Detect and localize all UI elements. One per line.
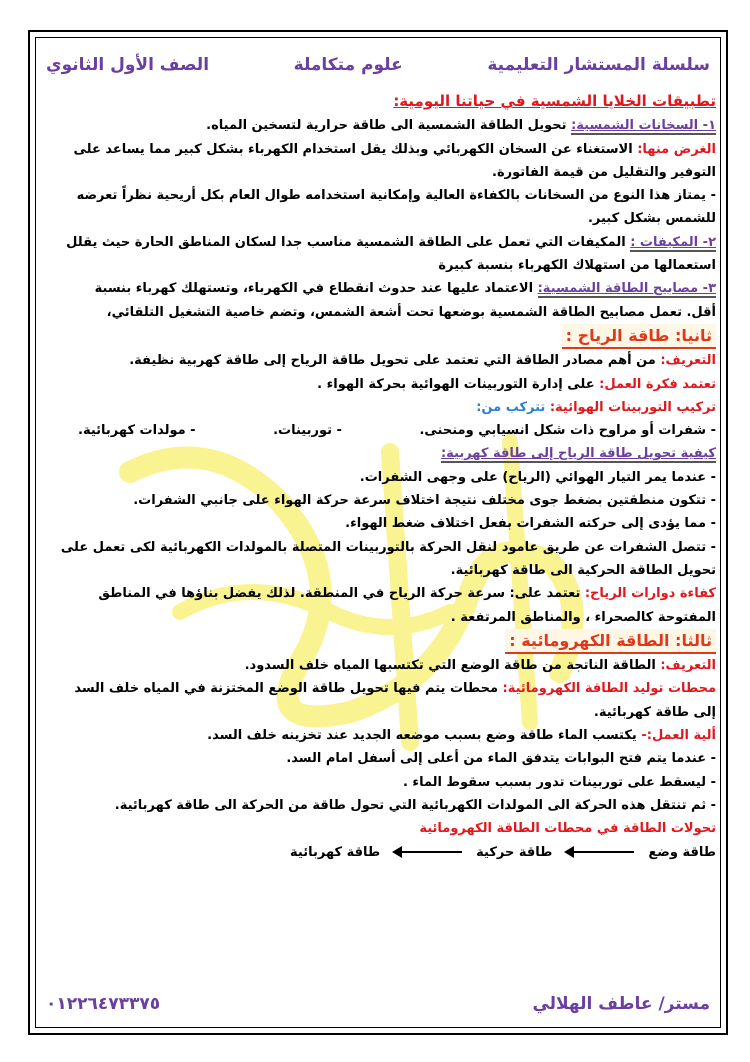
- wind-step-4b: تحويل الطاقة الحركية الى طاقة كهربائية.: [450, 562, 716, 578]
- wind-step-4a: - تتصل الشفرات عن طريق عامود لنقل الحركة بالتوربينات المتصلة بالمولدات الكهربائية لكى تعمل على: [60, 539, 716, 555]
- footer: [46, 989, 710, 1019]
- grade-name: الصف الأول الثانوي: [46, 55, 210, 75]
- energy-chain: [38, 841, 716, 864]
- series-name: سلسلة المستشار التعليمية: [487, 55, 710, 75]
- hydro-def-label: التعريف:: [660, 658, 716, 674]
- page-title: تطبيقات الخلايا الشمسية في حياتنا اليومية:: [393, 92, 716, 110]
- arrow-left-icon: [566, 851, 634, 853]
- ac-text-1: المكيفات التي تعمل على الطاقة الشمسية مناسب جدا لسكان المناطق الحارة حيث يقلل: [66, 234, 631, 250]
- purpose-text-2: التوفير والتقليل من قيمة الفاتورة.: [492, 164, 716, 180]
- solar-heaters-label: ١- السخانات الشمسية:: [571, 118, 716, 134]
- ac-text-2: استعمالها من استهلاك الكهرباء بنسبة كبيرة: [438, 258, 716, 274]
- teacher-name: مستر/ عاطف الهلالي: [532, 994, 710, 1014]
- chain-step-2: طاقة حركية: [476, 844, 553, 860]
- lamps-label: ٣- مصابيح الطاقة الشمسية:: [537, 281, 716, 297]
- hydro-mech-2: - عندما يتم فتح البوابات يتدفق الماء من أعلى إلى أسفل امام السد.: [286, 751, 716, 767]
- lamps-text-2: أقل. تعمل مصابيح الطاقة الشمسية بوضعها تحت أشعة الشمس، وتضم خاصية التشغيل التلقائي،: [106, 304, 716, 320]
- wind-section-title: ثانيا: طاقة الرياح :: [562, 324, 716, 349]
- wind-def-text: من أهم مصادر الطاقة التي تعتمد على تحويل طاقة الرياح إلى طاقة كهربية نظيفة.: [129, 353, 661, 369]
- wind-def-label: التعريف:: [660, 353, 716, 369]
- hydro-mech-label: ألية العمل:-: [641, 728, 716, 744]
- hydro-mech-1: يكتسب الماء طاقة وضع بسبب موضعه الجديد عند تخزينه خلف السد.: [207, 728, 642, 744]
- wind-idea-text: على إدارة التوربينات الهوائية بحركة الهواء .: [317, 376, 600, 392]
- hydro-mech-4: - ثم تنتقل هذه الحركة الى المولدات الكهربائية التي تحول طاقة من الحركة الى طاقة كهربائية.: [114, 797, 716, 813]
- solar-heaters-text: تحويل الطاقة الشمسية الى طاقة حرارية لتسخين المياه.: [206, 118, 572, 134]
- content: [38, 90, 716, 864]
- turbine-parts: [38, 419, 716, 442]
- wind-howto-label: كيفية تحويل طاقة الرياح إلى طاقة كهربية:: [440, 446, 716, 462]
- turbine-part-1: - شفرات أو مراوح ذات شكل انسيابي ومنحنى.: [419, 423, 716, 439]
- ac-label: ٢- المكيفات :: [630, 234, 716, 250]
- wind-step-3: - مما يؤدى إلى حركته الشفرات بفعل اختلاف ضغط الهواء.: [345, 516, 716, 532]
- wind-structure-sub: تتركب من:: [476, 399, 550, 415]
- hydro-transform-label: تحولات الطاقة في محطات الطاقة الكهرومائية: [419, 821, 716, 837]
- purpose-label: الغرض منها:: [637, 141, 716, 157]
- hydro-section-title: ثالثا: الطاقة الكهرومائية :: [505, 629, 716, 654]
- purpose-text-1: الاستغناء عن السخان الكهربائي وبذلك يقل استخدام الكهرباء بشكل كبير مما يساعد على: [73, 141, 638, 157]
- wind-eff-text-1: تعتمد على: سرعة حركة الرياح في المنطقة. لذلك يفضل بناؤها في المناطق: [98, 586, 585, 602]
- wind-structure-label: تركيب التوربينات الهوائية:: [549, 399, 716, 415]
- wind-eff-text-2: المفتوحة كالصحراء ، والمناطق المرتفعة .: [450, 609, 716, 625]
- wind-step-2: - تتكون منطقتين بضغط جوى مختلف نتيجة اختلاف سرعة حركة الهواء على جانبي الشفرات.: [133, 493, 716, 509]
- lamps-text-1: الاعتماد عليها عند حدوث انقطاع في الكهرباء، وتستهلك كهرباء بنسبة: [94, 281, 538, 297]
- hydro-mech-3: - ليسقط على توربينات تدور بسبب سقوط الماء .: [402, 774, 716, 790]
- turbine-part-2: - توربينات.: [273, 423, 342, 439]
- wind-idea-label: تعتمد فكرة العمل:: [599, 376, 716, 392]
- hydro-stations-label: محطات توليد الطاقة الكهرومائية:: [502, 681, 716, 697]
- phone-number: ٠١٢٢٦٤٧٣٣٧٥: [46, 994, 161, 1014]
- turbine-part-3: - مولدات كهربائية.: [78, 423, 196, 439]
- document-page: [28, 30, 728, 1035]
- chain-step-3: طاقة كهربائية: [290, 844, 381, 860]
- arrow-left-icon: [394, 851, 462, 853]
- chain-step-1: طاقة وضع: [648, 844, 716, 860]
- heater-feature-1: - يمتاز هذا النوع من السخانات بالكفاءة العالية وإمكانية استخدامه طوال العام بكل أريحية نظراً تعرضه: [76, 188, 716, 204]
- wind-step-1: - عندما يمر التيار الهوائي (الرياح) على وجهى الشفرات.: [359, 469, 716, 485]
- wind-eff-label: كفاءة دوارات الرياح:: [584, 586, 716, 602]
- hydro-def-text: الطاقة الناتجة من طاقة الوضع التي تكتسبها المياه خلف السدود.: [244, 658, 661, 674]
- header: [46, 48, 710, 82]
- hydro-stations-text-2: إلى طاقة كهربائية.: [593, 704, 716, 720]
- heater-feature-2: للشمس بشكل كبير.: [587, 211, 716, 227]
- subject-name: علوم متكاملة: [293, 55, 403, 75]
- hydro-stations-text-1: محطات يتم فيها تحويل طاقة الوضع المختزنة في المياه خلف السد: [74, 681, 503, 697]
